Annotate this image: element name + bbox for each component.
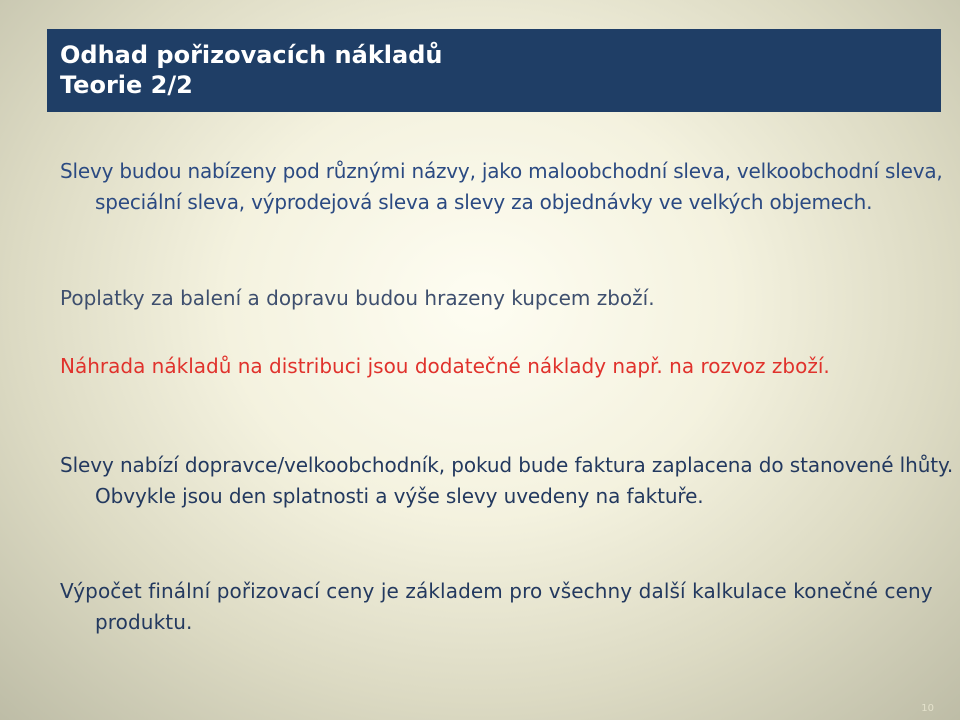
paragraph-packaging-fees: Poplatky za balení a dopravu budou hrazeny kupcem zboží. [60,286,655,310]
paragraph-payment-discounts: Slevy nabízí dopravce/velkoobchodník, pokud bude faktura zaplacena do stanovené lhůty. Obvykle jsou den splatnosti a výše slevy uvedeny na faktuře. [60,453,954,508]
slide-subtitle: Teorie 2/2 [60,71,193,99]
page-number: 10 [921,703,934,714]
slide-title: Odhad pořizovacích nákladů [60,41,443,69]
paragraph-discounts: Slevy budou nabízeny pod různými názvy, jako maloobchodní sleva, velkoobchodní sleva, speciální sleva, výprodejová sleva a slevy za objednávky ve velkých objemech. [60,159,943,214]
title-box [47,29,941,112]
paragraph-distribution-costs: Náhrada nákladů na distribuci jsou dodatečné náklady např. na rozvoz zboží. [60,354,830,378]
paragraph-final-price: Výpočet finální pořizovací ceny je základem pro všechny další kalkulace konečné ceny produktu. [60,579,933,634]
